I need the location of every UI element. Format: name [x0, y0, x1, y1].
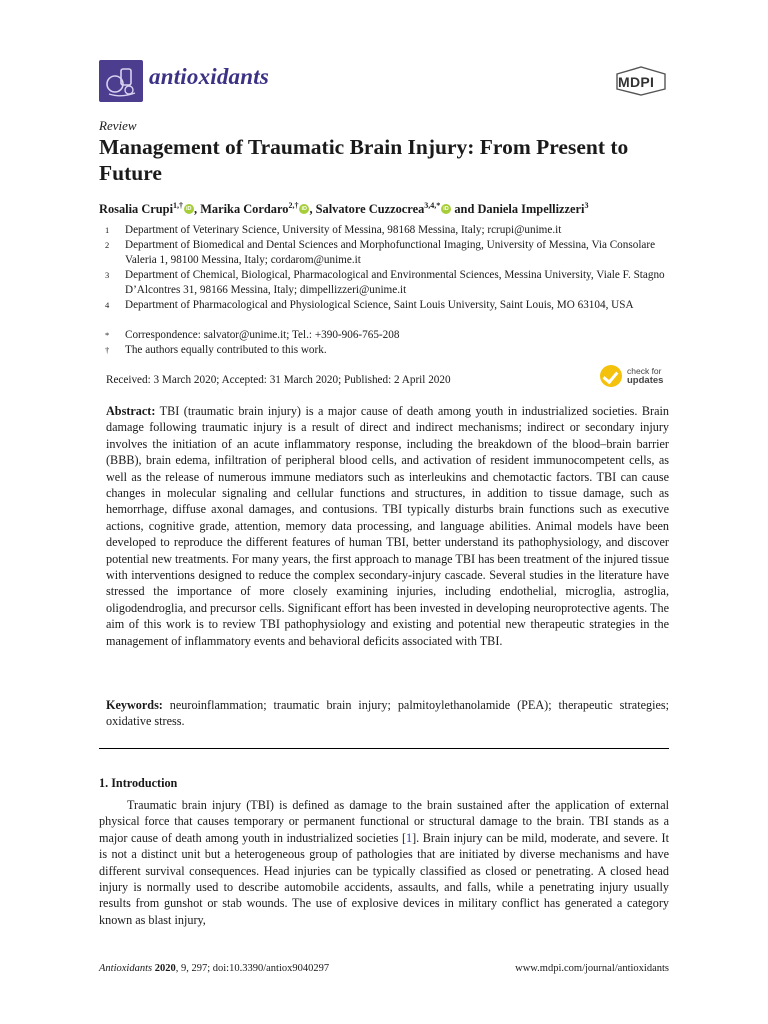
keywords-text: neuroinflammation; traumatic brain injury; palmitoylethanolamide (PEA); therapeutic strategies; oxidative stress.: [106, 698, 670, 729]
footer-journal: Antioxidants: [99, 963, 153, 974]
affiliation-mark: 4: [105, 300, 110, 310]
footer-citation: [99, 963, 329, 974]
author-name[interactable]: Salvatore Cuzzocrea: [315, 202, 425, 217]
affiliation-mark: *: [105, 330, 110, 340]
affiliation: [99, 223, 669, 238]
author-name[interactable]: Rosalia Crupi: [99, 202, 174, 217]
affiliation-mark: 3: [105, 270, 110, 280]
author-affil-mark: 1,†: [173, 201, 184, 210]
author-name[interactable]: Marika Cordaro: [200, 202, 289, 217]
affiliation: [99, 268, 669, 298]
correspondence: [99, 328, 669, 343]
publisher-name: MDPI: [618, 74, 655, 90]
author-separator: ,: [194, 202, 201, 217]
keywords: [106, 697, 669, 730]
author-affil-mark: 3,4,*: [424, 201, 441, 210]
footer-url[interactable]: www.mdpi.com/journal/antioxidants: [515, 963, 669, 974]
footer-doi: , 9, 297; doi:10.3390/antiox9040297: [175, 963, 330, 974]
section-heading: 1. Introduction: [99, 776, 178, 790]
affiliation-text: Department of Pharmacological and Physiological Science, Saint Louis University, Saint Louis, MO 63104, USA: [125, 299, 634, 311]
keywords-label: Keywords:: [106, 698, 163, 712]
affiliation-text: The authors equally contributed to this work.: [125, 344, 327, 356]
affiliation-mark: 2: [105, 240, 110, 250]
orcid-icon[interactable]: [184, 204, 194, 214]
affiliation: [99, 298, 669, 328]
affiliation-mark: 1: [105, 225, 110, 235]
check-updates-line1: check for: [627, 366, 662, 376]
author-separator: and: [451, 202, 478, 217]
author-name[interactable]: Daniela Impellizzeri: [477, 202, 585, 217]
equal-contribution-note: [99, 343, 669, 358]
affiliation-text: Correspondence: salvator@unime.it; Tel.: +390-906-765-208: [125, 329, 400, 341]
orcid-icon[interactable]: [299, 204, 309, 214]
abstract: [106, 403, 669, 649]
intro-paragraph: [99, 797, 669, 928]
affiliation: [99, 238, 669, 268]
journal-logo: [99, 60, 143, 102]
publication-dates: Received: 3 March 2020; Accepted: 31 March 2020; Published: 2 April 2020: [106, 374, 451, 386]
footer-year: 2020: [154, 963, 176, 974]
orcid-icon[interactable]: [441, 204, 451, 214]
affiliation-text: Department of Veterinary Science, University of Messina, 98168 Messina, Italy; rcrupi@unime.it: [125, 224, 562, 236]
affiliation-text: Department of Biomedical and Dental Sciences and Morphofunctional Imaging, University of Messina, Via Consolare Valeria 1, 98100 Messina, Italy; cordarom@unime.it: [125, 239, 656, 266]
check-for-updates-button[interactable]: [600, 365, 670, 389]
author-list: [99, 201, 689, 217]
checkmark-icon: [600, 365, 622, 387]
article-type: Review: [99, 118, 137, 133]
author-affil-mark: 3: [584, 201, 589, 210]
article-title: Management of Traumatic Brain Injury: From Present to Future: [99, 135, 629, 185]
abstract-text: TBI (traumatic brain injury) is a major cause of death among youth in industrialized societies. Brain damage following traumatic injury is a result of direct and indirect mechanisms; indirect or secondary injury involves the initiation of an acute inflammatory response, including the breakdown of the blood–brain barrier (BBB), brain edema, infiltration of peripheral blood cells, and activation of resident immunocompetent cells, as well as the release of numerous immune mediators such as interleukins and chemotactic factors. TBI can cause changes in molecular signaling and cellular functions and structures, in addition to tissue damage, such as hemorrhage, diffuse axonal damages, and contusions. TBI typically disturbs brain functions such as executive actions, cognitive grade, attention, memory data processing, and language abilities. Animal models have been developed to reproduce the different features of human TBI, better understand its pathophysiology, and discover potential new treatments. For many years, the first approach to manage TBI has been treatment of the injured tissue with interventions designed to reduce the complex secondary-injury cascade. Several studies in the literature have stressed the importance of more closely examining injuries, including endothelial, microglia, astroglia, oligodendroglia, and precursor cells. Significant effort has been invested in developing neuroprotective agents. The aim of this work is to review TBI pathophysiology and existing and potential new therapeutic strategies in the management of inflammatory events and behavioral deficits associated with TBI.: [106, 404, 669, 648]
intro-text: Traumatic brain injury (TBI) is defined as damage to the brain sustained after the application of external physical force that causes temporary or permanent functional or structural damage to the brain. TBI stands as a major cause of death among youth in industrialized societies [: [99, 798, 669, 845]
abstract-label: Abstract:: [106, 404, 156, 418]
affiliation-mark: †: [105, 345, 110, 355]
citation-link[interactable]: 1: [406, 830, 413, 845]
affiliation-text: Department of Chemical, Biological, Pharmacological and Environmental Sciences, Messina University, Viale F. Stagno D’Alcontres 31, 98166 Messina, Italy; dimpellizzeri@unime.it: [125, 269, 665, 296]
author-separator: ,: [309, 202, 316, 217]
divider: [99, 748, 669, 749]
intro-text: ]. Brain injury can be mild, moderate, and severe. It is not a distinct unit but a heterogeneous group of pathologies that are initiated by diverse mechanisms and have different survival consequences. Head injuries can be typically classified as closed or penetrating. A closed head injury is normally used to describe automobile accidents, assaults, and falls, while a penetrating injury usually results from gunshot or stab wounds. The use of explosive devices in military conflict has generated a category known as blast injury,: [99, 830, 670, 927]
check-updates-line2: updates: [627, 375, 664, 386]
author-affil-mark: 2,†: [288, 201, 299, 210]
journal-name: antioxidants: [149, 64, 269, 89]
